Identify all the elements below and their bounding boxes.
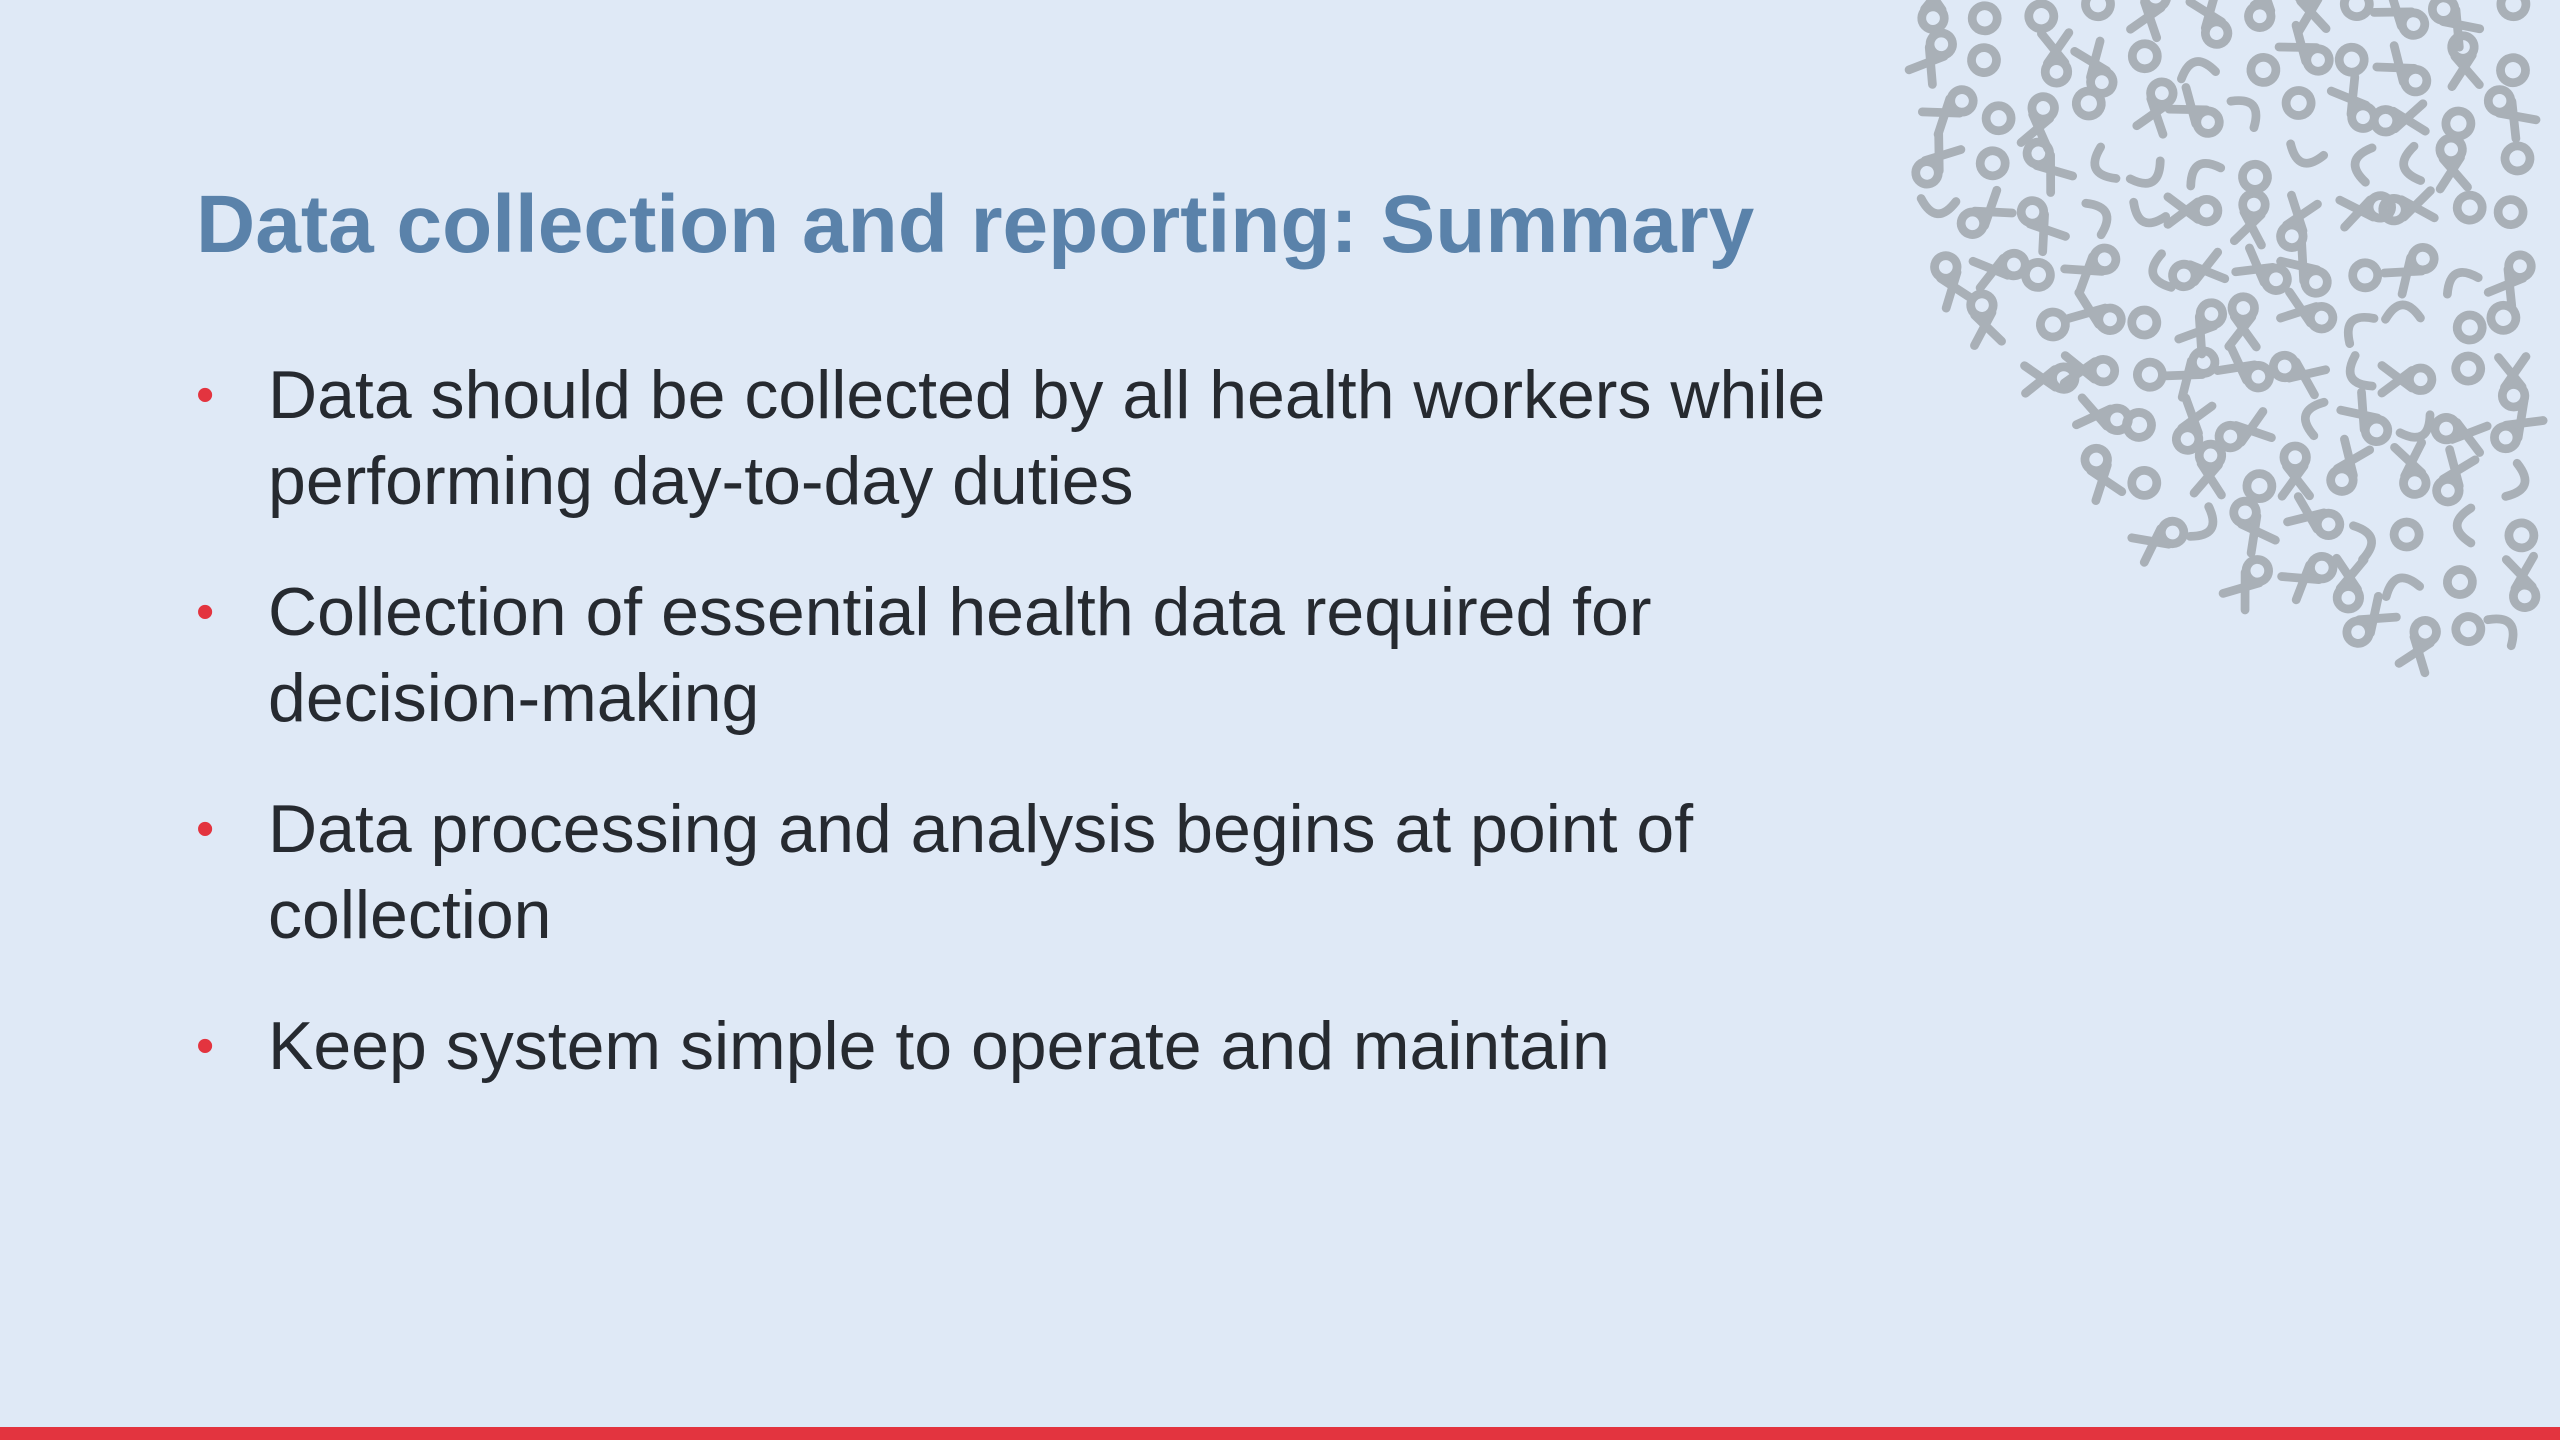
ribbon-motif xyxy=(2169,87,2225,139)
bottom-accent-bar xyxy=(0,1427,2560,1440)
ribbon-motif xyxy=(2231,92,2264,127)
ribbon-motif xyxy=(2122,408,2155,441)
bullet-text: Data should be collected by all health workers while performing day-to-day duties xyxy=(268,357,1826,519)
ribbon-motif xyxy=(2190,0,2234,49)
ribbon-motif xyxy=(2148,254,2171,291)
ribbon-motif xyxy=(2343,355,2372,392)
ribbon-motif xyxy=(2169,252,2224,292)
ribbon-motif xyxy=(2377,46,2433,99)
ribbon-motif xyxy=(2280,292,2336,334)
ribbon-motif xyxy=(2168,197,2218,225)
ribbon-motif xyxy=(2455,193,2484,222)
ribbon-motif xyxy=(2437,137,2468,189)
ribbon-motif xyxy=(2488,611,2522,646)
ribbon-motif xyxy=(2086,197,2114,234)
ribbon-motif xyxy=(2281,86,2315,120)
ribbon-motif xyxy=(2238,160,2272,194)
bullet-text: Collection of essential health data required for decision-making xyxy=(268,574,1652,736)
ribbon-motif xyxy=(2432,412,2488,452)
ribbon-motif xyxy=(2385,304,2420,319)
ribbon-motif xyxy=(2184,156,2221,186)
ribbon-motif xyxy=(2234,191,2269,245)
ribbon-motif xyxy=(2334,558,2364,609)
ribbon-motif xyxy=(2382,573,2419,596)
ribbon-motif xyxy=(2179,297,2229,354)
ribbon-motif xyxy=(1909,133,1961,190)
ribbon-motif xyxy=(2504,518,2539,553)
bullet-list xyxy=(196,352,1896,1134)
ribbon-motif xyxy=(2041,33,2070,84)
ribbon-motif xyxy=(2482,83,2536,138)
bullet-item xyxy=(196,786,1896,958)
ribbon-motif xyxy=(2081,0,2116,22)
ribbon-motif xyxy=(2488,249,2537,306)
ribbon-motif xyxy=(2353,522,2375,559)
ribbon-motif xyxy=(2024,0,2058,33)
ribbon-motif xyxy=(2506,556,2539,609)
ribbon-motif xyxy=(2080,444,2122,500)
ribbon-motif xyxy=(2229,296,2257,346)
ribbon-motif xyxy=(2498,55,2528,85)
ribbon-motif xyxy=(1975,146,2010,181)
ribbon-motif xyxy=(2127,39,2162,74)
ribbon-motif xyxy=(2452,352,2485,385)
slide-title: Data collection and reporting: Summary xyxy=(196,179,1755,270)
ribbon-motif xyxy=(2130,0,2172,38)
ribbon-motif xyxy=(2288,497,2345,542)
ribbon-motif xyxy=(1909,27,1959,84)
ribbon-motif xyxy=(2165,344,2221,397)
ribbon-motif xyxy=(2037,309,2069,341)
awareness-ribbon-pattern-icon xyxy=(1880,0,2560,680)
ribbon-motif xyxy=(2338,46,2365,73)
ribbon-motif xyxy=(2127,465,2162,500)
ribbon-motif xyxy=(2496,0,2531,22)
ribbon-motif xyxy=(2442,564,2477,599)
ribbon-motif xyxy=(1967,1,2002,36)
ribbon-motif xyxy=(2223,553,2275,609)
ribbon-motif xyxy=(2351,261,2380,290)
ribbon-motif xyxy=(2129,308,2159,338)
ribbon-motif xyxy=(2065,242,2122,292)
ribbon-motif xyxy=(1966,43,2001,78)
ribbon-motif xyxy=(1973,248,2028,288)
ribbon-motif xyxy=(2487,302,2520,335)
ribbon-motif xyxy=(2023,260,2053,290)
ribbon-motif xyxy=(2395,443,2431,497)
ribbon-motif xyxy=(2128,202,2166,229)
bullet-item xyxy=(196,352,1896,524)
bullet-marker: • xyxy=(196,800,215,858)
ribbon-motif xyxy=(2215,411,2271,453)
ribbon-motif xyxy=(2194,443,2225,495)
ribbon-motif xyxy=(2190,507,2220,544)
ribbon-motif xyxy=(2340,0,2374,21)
ribbon-motif xyxy=(2452,310,2486,344)
ribbon-motif xyxy=(2286,144,2324,168)
ribbon-motif xyxy=(2497,199,2523,225)
ribbon-motif xyxy=(2382,366,2432,394)
ribbon-motif xyxy=(2132,515,2189,562)
ribbon-motif xyxy=(2015,195,2066,252)
ribbon-motif xyxy=(2301,398,2324,435)
ribbon-motif xyxy=(1967,292,2002,346)
ribbon-motif xyxy=(2281,446,2309,496)
ribbon-motif xyxy=(1955,190,2012,241)
ribbon-motif xyxy=(2457,508,2471,543)
ribbon-motif xyxy=(2451,612,2485,646)
ribbon-motif xyxy=(2441,266,2478,295)
ribbon-motif xyxy=(2246,52,2281,87)
ribbon-motif xyxy=(2269,349,2326,394)
ribbon-motif xyxy=(2390,518,2423,551)
ribbon-motif xyxy=(2325,439,2370,496)
ribbon-motif xyxy=(2401,146,2421,183)
ribbon-motif xyxy=(2384,241,2440,294)
ribbon-motif xyxy=(2282,550,2339,600)
ribbon-motif xyxy=(2275,195,2317,251)
bullet-marker: • xyxy=(196,366,215,424)
bullet-text: Data processing and analysis begins at point of collection xyxy=(268,791,1694,953)
ribbon-motif xyxy=(2341,596,2397,650)
ribbon-motif xyxy=(2236,248,2293,297)
ribbon-motif xyxy=(2374,0,2431,42)
ribbon-motif xyxy=(2352,145,2372,182)
ribbon-motif xyxy=(2130,161,2167,191)
ribbon-motif xyxy=(2500,141,2534,175)
ribbon-motif xyxy=(2021,136,2073,192)
bullet-text: Keep system simple to operate and maintain xyxy=(268,1008,1610,1084)
ribbon-motif xyxy=(2431,450,2475,507)
ribbon-motif xyxy=(2373,104,2425,136)
ribbon-motif xyxy=(1929,252,1972,308)
ribbon-motif xyxy=(2243,0,2285,31)
ribbon-motif xyxy=(1922,83,1979,134)
bullet-item xyxy=(196,569,1896,741)
ribbon-motif xyxy=(2506,463,2530,501)
ribbon-motif xyxy=(2340,309,2374,344)
ribbon-motif xyxy=(1919,0,1948,30)
ribbon-motif xyxy=(1920,199,1956,216)
ribbon-motif xyxy=(2399,616,2442,672)
ribbon-motif xyxy=(1981,101,2016,136)
ribbon-motif xyxy=(2448,35,2479,87)
ribbon-motif xyxy=(2218,346,2275,394)
ribbon-motif xyxy=(2178,58,2215,79)
ribbon-motif xyxy=(2072,87,2106,121)
ribbon-motif xyxy=(2246,473,2272,499)
bullet-item xyxy=(196,1003,1896,1089)
ribbon-motif xyxy=(2279,25,2335,77)
ribbon-field xyxy=(1909,0,2543,673)
bullet-marker: • xyxy=(196,583,215,641)
ribbon-motif xyxy=(2088,147,2116,184)
bullet-marker: • xyxy=(196,1017,215,1075)
ribbon-motif xyxy=(2069,293,2126,337)
ribbon-motif xyxy=(2228,496,2276,553)
